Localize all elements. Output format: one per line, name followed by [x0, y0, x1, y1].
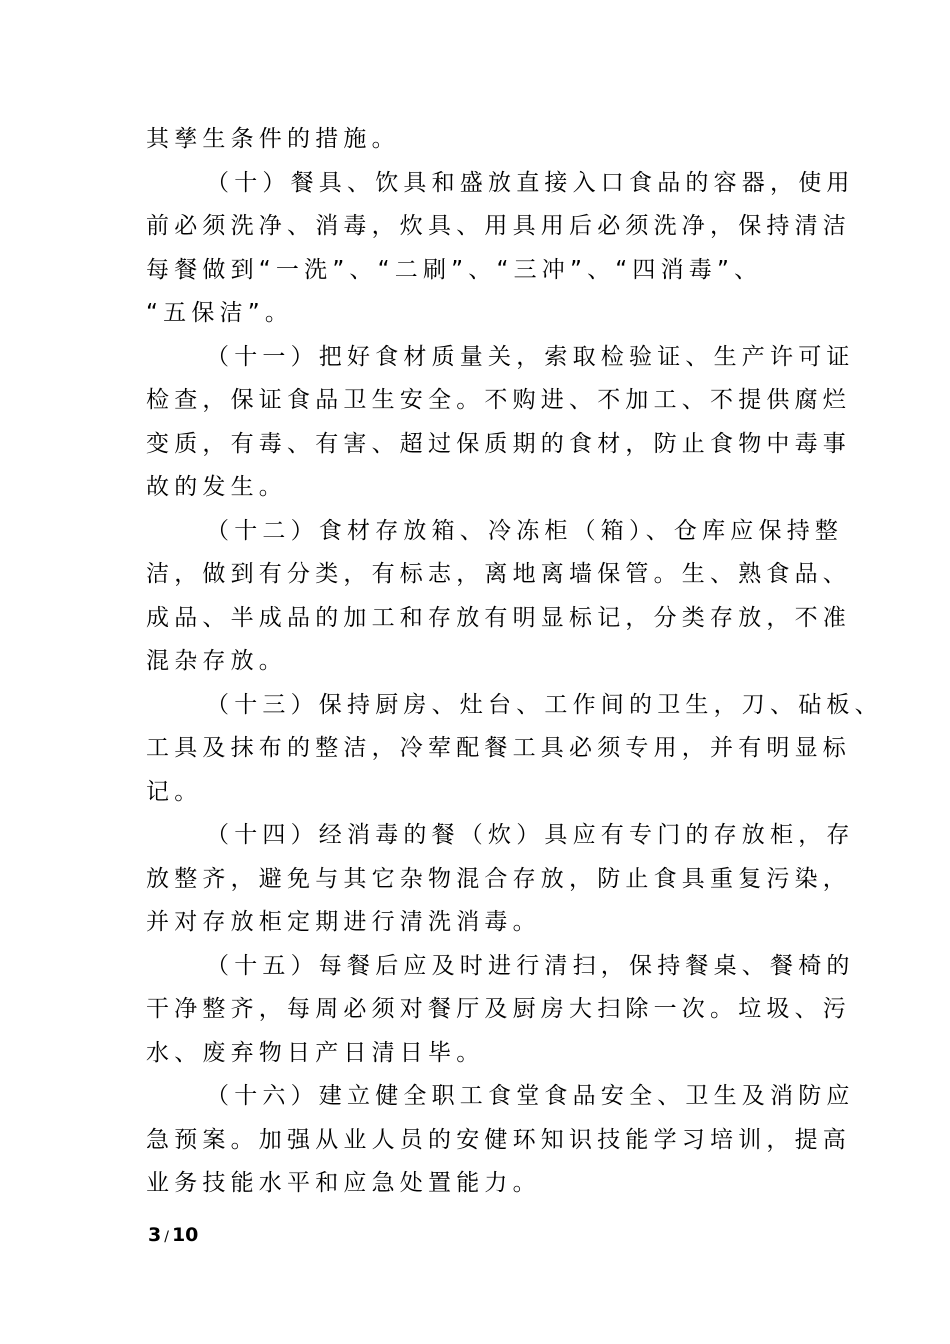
- paragraph-line: 混杂存放。: [146, 648, 287, 674]
- paragraph-line: 记。: [146, 778, 203, 805]
- paragraph-line: 检查，保证食品卫生安全。不购进、不加工、不提供腐烂: [146, 387, 851, 413]
- paragraph-line: 其孳生条件的措施。: [146, 126, 400, 152]
- paragraph-line: 故的发生。: [146, 474, 287, 500]
- paragraph-line: “五保洁”。: [146, 300, 294, 326]
- paragraph-line: 业务技能水平和应急处置能力。: [146, 1170, 541, 1196]
- paragraph-line: 变质，有毒、有害、超过保质期的食材，防止食物中毒事: [146, 430, 851, 457]
- page-number-separator: /: [164, 1229, 169, 1245]
- paragraph-line: 放整齐，避免与其它杂物混合存放，防止食具重复污染，: [146, 865, 851, 892]
- page-number: [148, 1224, 198, 1246]
- document-body: [146, 118, 883, 1206]
- paragraph-line: （十一）把好食材质量关，索取检验证、生产许可证: [206, 343, 855, 370]
- paragraph-line: （十六）建立健全职工食堂食品安全、卫生及消防应: [206, 1083, 855, 1109]
- paragraph-line: 工具及抹布的整洁，冷荤配餐工具必须专用，并有明显标: [146, 735, 851, 761]
- paragraph-line: （十二）食材存放箱、冷冻柜（箱）、仓库应保持整: [206, 517, 844, 544]
- paragraph-line: 成品、半成品的加工和存放有明显标记，分类存放，不准: [146, 604, 851, 631]
- current-page-number: 3: [148, 1224, 162, 1246]
- paragraph-line: 前必须洗净、消毒，炊具、用具用后必须洗净，保持清洁: [146, 213, 851, 239]
- paragraph-line: （十四）经消毒的餐（炊）具应有专门的存放柜，存: [206, 822, 855, 848]
- paragraph-line: 干净整齐，每周必须对餐厅及厨房大扫除一次。垃圾、污: [146, 996, 851, 1022]
- total-page-count: 10: [171, 1224, 199, 1246]
- paragraph-line: 洁，做到有分类，有标志，离地离墙保管。生、熟食品、: [146, 561, 851, 587]
- paragraph-line: 急预案。加强从业人员的安健环知识技能学习培训，提高: [146, 1126, 851, 1153]
- paragraph-line: 并对存放柜定期进行清洗消毒。: [146, 909, 541, 935]
- paragraph-line: （十）餐具、饮具和盛放直接入口食品的容器，使用: [206, 169, 855, 196]
- paragraph-line: 每餐做到“一洗”、“二刷”、“三冲”、“四消毒”、: [146, 256, 763, 283]
- paragraph-line: 水、废弃物日产日清日毕。: [146, 1039, 485, 1066]
- paragraph-line: （十三）保持厨房、灶台、工作间的卫生，刀、砧板、: [206, 691, 883, 718]
- paragraph-line: （十五）每餐后应及时进行清扫，保持餐桌、餐椅的: [206, 952, 855, 979]
